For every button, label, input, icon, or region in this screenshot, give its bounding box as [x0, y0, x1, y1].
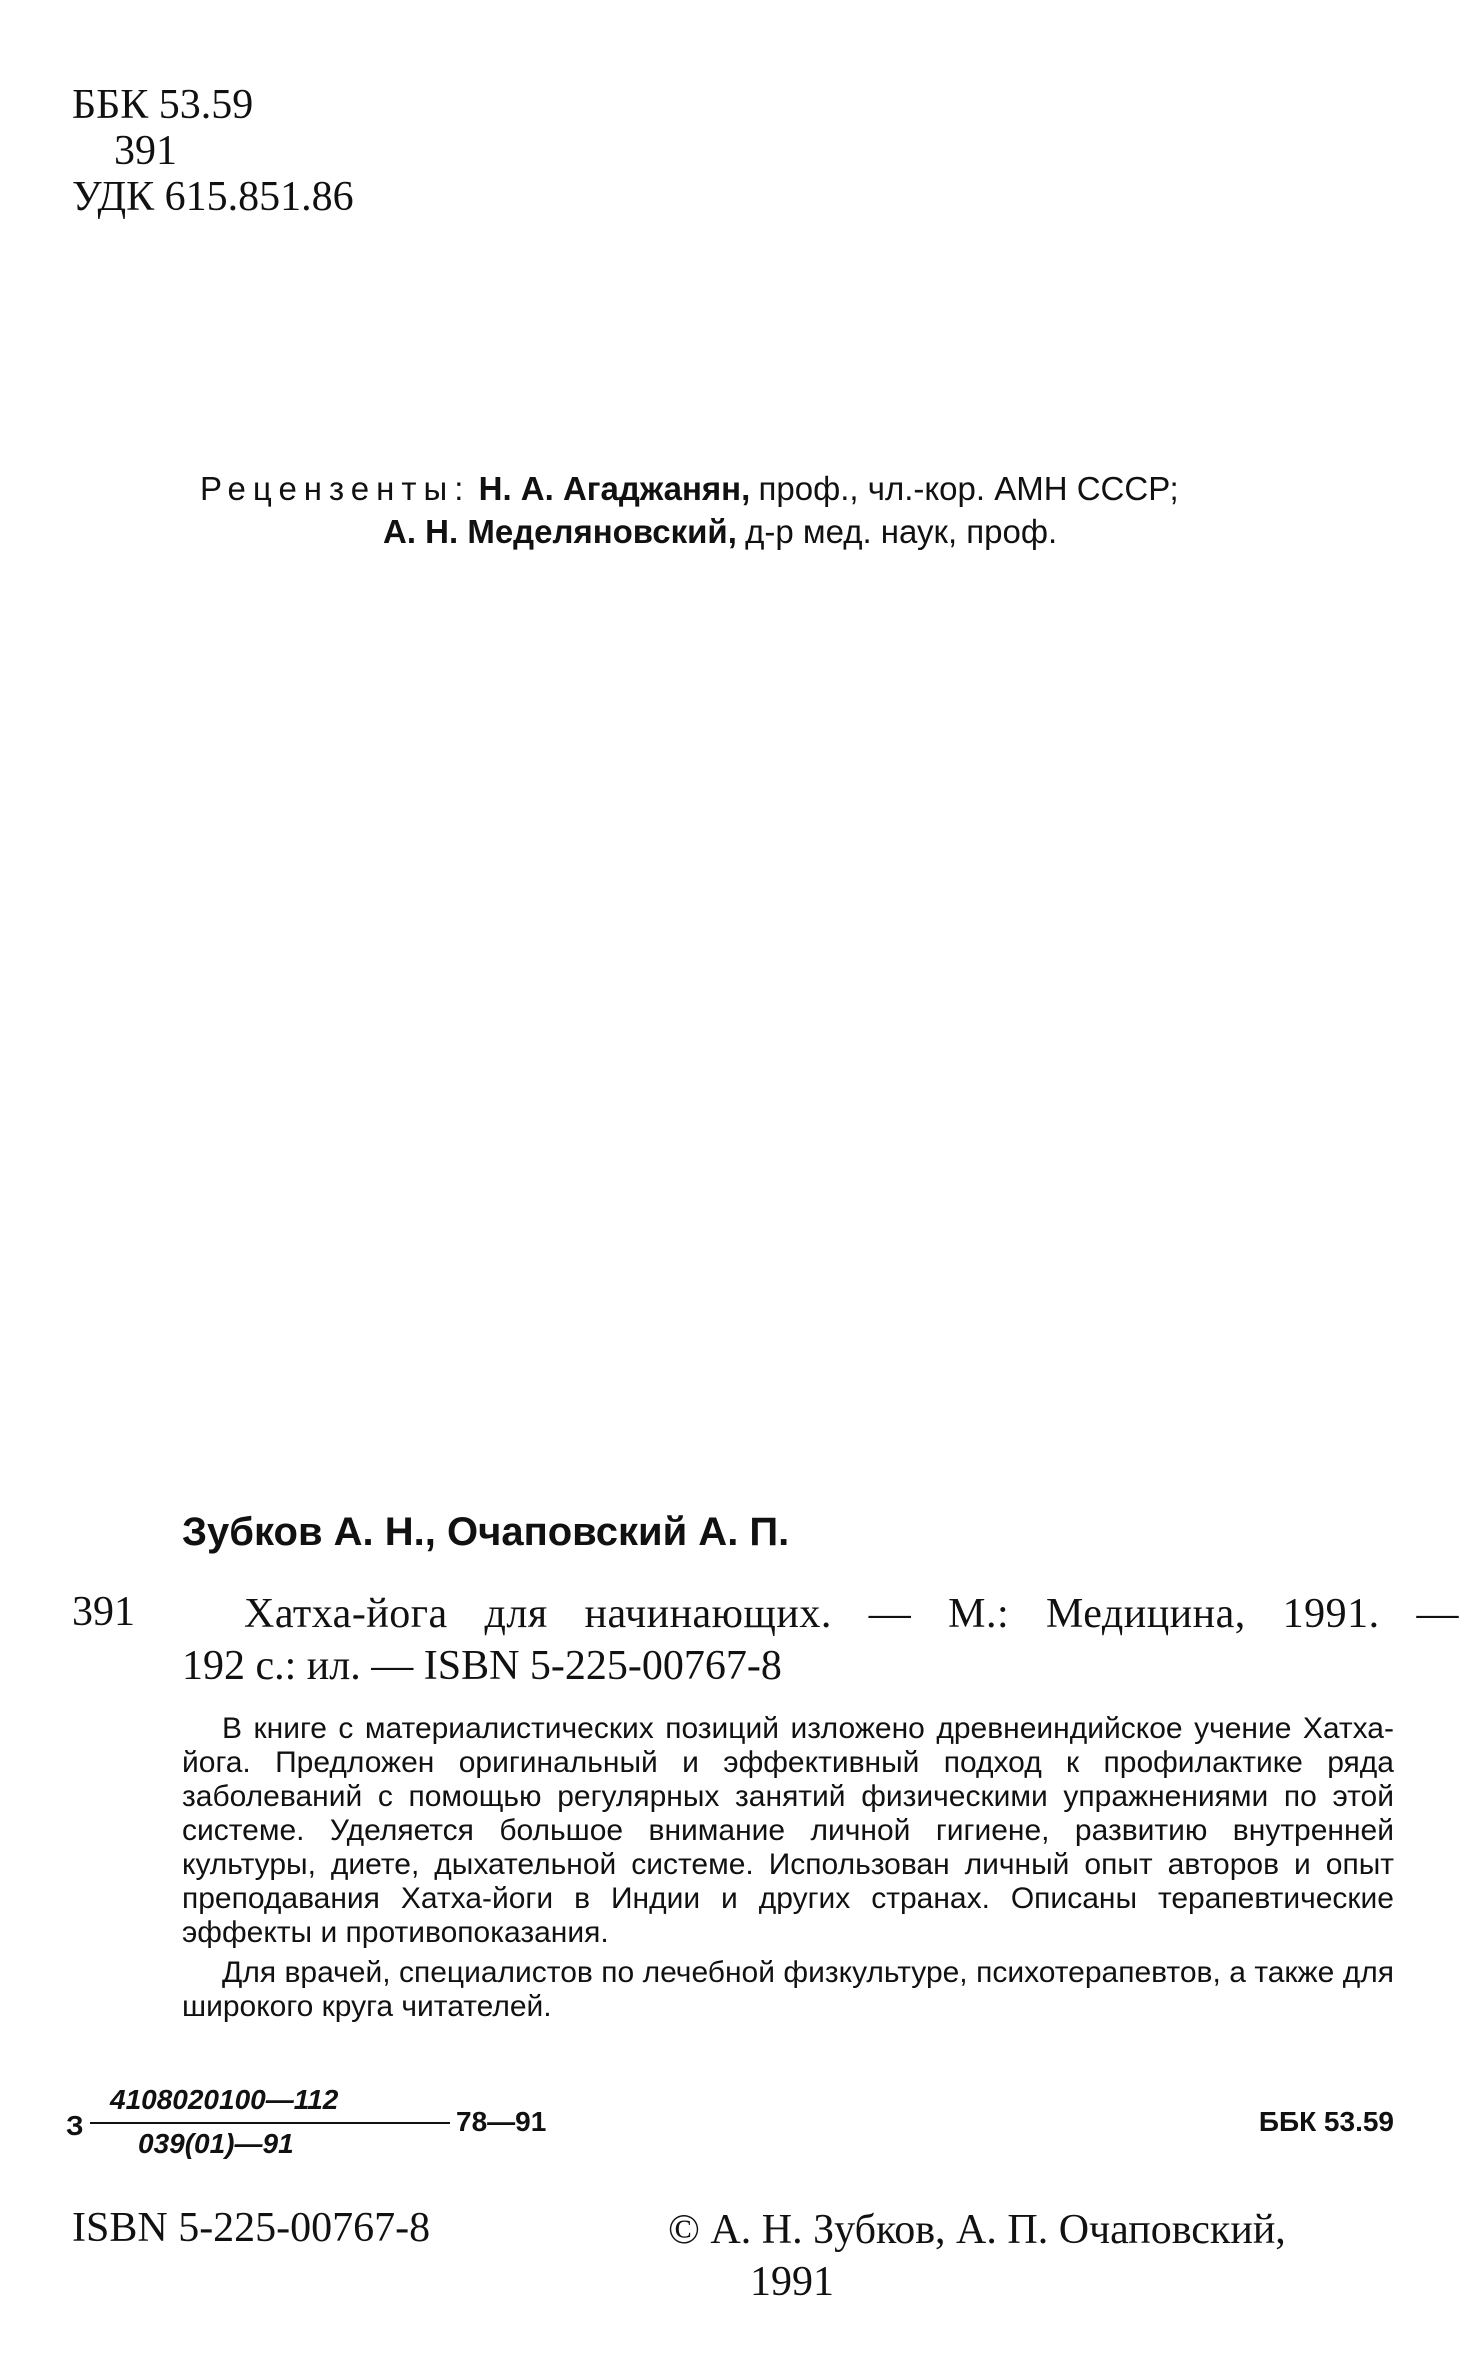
author-cipher: 391 — [72, 128, 177, 174]
reviewer-1-title: проф., чл.-кор. АМН СССР; — [758, 470, 1179, 507]
imprint-lead: З — [66, 2110, 84, 2141]
copyright-year: 1991 — [750, 2259, 834, 2305]
reviewer-line-2 — [200, 511, 1179, 554]
reviewer-1-name: Н. А. Агаджанян, — [478, 470, 751, 507]
reviewers-label: Рецензенты: — [200, 470, 471, 507]
annotation-paragraph-1: В книге с материалистических позиций изложено древнеиндийское учение Хатха-йога. Предложен оригинальный и эффективный подход к профилактике ряда заболеваний с помощью регулярных занятий физическими упражнениями по этой системе. Уделяется большое внимание личной гигиене, развитию внутренней культуры, диете, дыхательной системе. Использован личный опыт авторов и опыт преподавания Хатха-йоги в Индии и других странах. Описаны терапевтические эффекты и противопоказания. — [182, 1712, 1394, 1949]
imprint-bbk: ББК 53.59 — [1258, 2106, 1394, 2137]
classification-codes — [72, 82, 354, 220]
imprint-denominator: 039(01)—91 — [138, 2128, 294, 2159]
copyright-notice — [668, 2204, 1286, 2308]
annotation-paragraph-2: Для врачей, специалистов по лечебной физкультуре, психотерапевтов, а также для широкого круга читателей. — [182, 1956, 1394, 2023]
reviewer-2-name: А. Н. Меделяновский, — [383, 513, 737, 550]
book-cipher: 391 — [72, 1589, 135, 1635]
imprint-numerator: 4108020100—112 — [110, 2084, 339, 2115]
copyright-holders: А. Н. Зубков, А. П. Очаповский, — [710, 2207, 1286, 2253]
bibliographic-line-1: Хатха-йога для начинающих. — М.: Медицина, 1991. — — [244, 1591, 1459, 1637]
imprint-fraction-bar — [90, 2122, 450, 2124]
bibliographic-line-2: 192 с.: ил. — ISBN 5-225-00767-8 — [182, 1643, 782, 1689]
bbk-code: ББК 53.59 — [72, 82, 254, 128]
imprint-tail: 78—91 — [456, 2106, 547, 2137]
udk-code: УДК 615.851.86 — [72, 174, 354, 220]
copyright-icon: © — [668, 2207, 700, 2253]
book-authors: Зубков А. Н., Очаповский А. П. — [182, 1510, 790, 1554]
isbn: ISBN 5-225-00767-8 — [72, 2205, 431, 2251]
bibliographic-entry — [182, 1588, 1459, 1692]
reviewer-line-1 — [200, 468, 1179, 511]
reviewers-block — [200, 468, 1179, 554]
reviewer-2-title: д-р мед. наук, проф. — [745, 513, 1058, 550]
annotation — [182, 1712, 1394, 2024]
